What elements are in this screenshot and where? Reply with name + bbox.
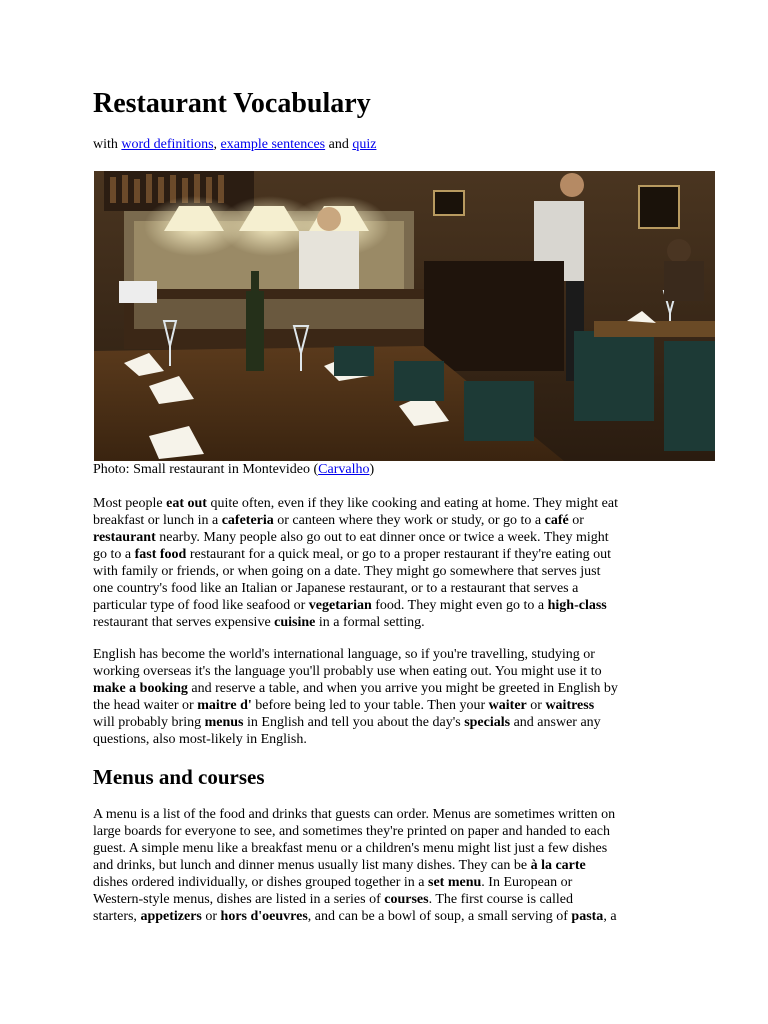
text-run: restaurant that serves expensive <box>93 615 275 630</box>
text-run: with family or friends, or when going on a date. They might go somewhere that serves just <box>93 564 601 579</box>
text-run: food. They might even go to a <box>371 598 548 613</box>
text-run: in a formal setting. <box>315 615 425 630</box>
vocabulary-term: set menu <box>428 875 482 890</box>
text-line <box>93 495 683 512</box>
text-run: go to a <box>93 547 135 562</box>
vocabulary-term: appetizers <box>140 909 202 924</box>
text-run: one country's food like an Italian or Japanese restaurant, or to a restaurant that serves a <box>93 581 579 596</box>
text-line <box>93 529 683 546</box>
text-run: dishes ordered individually, or dishes grouped together in a <box>93 875 429 890</box>
text-run: . The first course is called <box>428 892 573 907</box>
text-line <box>93 646 683 663</box>
caption-close: ) <box>369 462 375 477</box>
text-run: Western-style menus, dishes are listed in a series of <box>93 892 385 907</box>
photo-caption <box>93 461 374 478</box>
section-heading: Menus and courses <box>93 765 265 789</box>
text-run: questions, also most-likely in English. <box>93 732 307 747</box>
vocabulary-term: à la carte <box>530 858 586 873</box>
vocabulary-term: hors d'oeuvres <box>220 909 308 924</box>
vocabulary-term: restaurant <box>93 530 156 545</box>
paragraph-english-language <box>93 646 683 748</box>
text-run: before being led to your table. Then your <box>251 698 489 713</box>
vocabulary-term: make a booking <box>93 681 188 696</box>
vocabulary-term: specials <box>464 715 511 730</box>
subtitle-separator: , <box>213 137 221 152</box>
paragraph-menus <box>93 806 683 925</box>
vocabulary-term: courses <box>384 892 429 907</box>
vocabulary-term: eat out <box>166 496 207 511</box>
photographer-link[interactable]: Carvalho <box>318 462 370 477</box>
text-line <box>93 731 683 748</box>
text-line <box>93 597 683 614</box>
text-run: or <box>201 909 221 924</box>
text-line <box>93 857 683 874</box>
quiz-link[interactable]: quiz <box>352 137 377 152</box>
text-run: large boards for everyone to see, and sometimes they're printed on paper and handed to each <box>93 824 610 839</box>
text-run: . In European or <box>481 875 573 890</box>
vocabulary-term: high-class <box>547 598 607 613</box>
text-line <box>93 908 683 925</box>
text-run: breakfast or lunch in a <box>93 513 222 528</box>
text-line <box>93 874 683 891</box>
text-line <box>93 823 683 840</box>
text-line <box>93 697 683 714</box>
vocabulary-term: fast food <box>134 547 187 562</box>
vocabulary-term: cuisine <box>274 615 316 630</box>
vocabulary-term: vegetarian <box>308 598 372 613</box>
vocabulary-term: café <box>544 513 569 528</box>
text-run: nearby. Many people also go out to eat dinner once or twice a week. They might <box>155 530 609 545</box>
vocabulary-term: pasta <box>571 909 604 924</box>
text-run: Most people <box>93 496 167 511</box>
vocabulary-term: maitre d' <box>197 698 252 713</box>
text-run: or canteen where they work or study, or go to a <box>273 513 545 528</box>
vocabulary-term: cafeteria <box>221 513 274 528</box>
word-definitions-link[interactable]: word definitions <box>121 137 214 152</box>
text-run: starters, <box>93 909 141 924</box>
text-run: and drinks, but lunch and dinner menus usually list many dishes. They can be <box>93 858 531 873</box>
text-line <box>93 663 683 680</box>
text-run: and answer any <box>510 715 601 730</box>
text-run: and reserve a table, and when you arrive you might be greeted in English by <box>187 681 618 696</box>
text-line <box>93 714 683 731</box>
text-run: the head waiter or <box>93 698 198 713</box>
text-run: in English and tell you about the day's <box>243 715 465 730</box>
subtitle <box>93 136 376 154</box>
text-line <box>93 891 683 908</box>
subtitle-prefix: with <box>93 137 122 152</box>
text-run: English has become the world's international language, so if you're travelling, studying or <box>93 647 595 662</box>
text-run: will probably bring <box>93 715 205 730</box>
subtitle-separator: and <box>325 137 353 152</box>
text-run: A menu is a list of the food and drinks that guests can order. Menus are sometimes written on <box>93 807 616 822</box>
text-line <box>93 840 683 857</box>
text-run: or <box>526 698 546 713</box>
text-run: guest. A simple menu like a breakfast menu or a children's menu might list just a few dishes <box>93 841 608 856</box>
text-run: or <box>568 513 584 528</box>
text-run: particular type of food like seafood or <box>93 598 309 613</box>
paragraph-eating-out <box>93 495 683 631</box>
text-line <box>93 580 683 597</box>
text-run: quite often, even if they like cooking and eating at home. They might eat <box>206 496 619 511</box>
text-run: restaurant for a quick meal, or go to a proper restaurant if they're eating out <box>186 547 612 562</box>
text-line <box>93 512 683 529</box>
text-line <box>93 806 683 823</box>
vocabulary-term: waiter <box>488 698 527 713</box>
text-line <box>93 680 683 697</box>
text-run: , a <box>603 909 617 924</box>
text-run: , and can be a bowl of soup, a small serving of <box>307 909 572 924</box>
text-run: working overseas it's the language you'll probably use when eating out. You might use it to <box>93 664 602 679</box>
restaurant-photo <box>94 171 715 461</box>
vocabulary-term: waitress <box>545 698 595 713</box>
example-sentences-link[interactable]: example sentences <box>220 137 326 152</box>
caption-text: Photo: Small restaurant in Montevideo ( <box>93 462 319 477</box>
page-title: Restaurant Vocabulary <box>93 88 371 119</box>
text-line <box>93 614 683 631</box>
text-line <box>93 546 683 563</box>
text-line <box>93 563 683 580</box>
vocabulary-term: menus <box>204 715 244 730</box>
